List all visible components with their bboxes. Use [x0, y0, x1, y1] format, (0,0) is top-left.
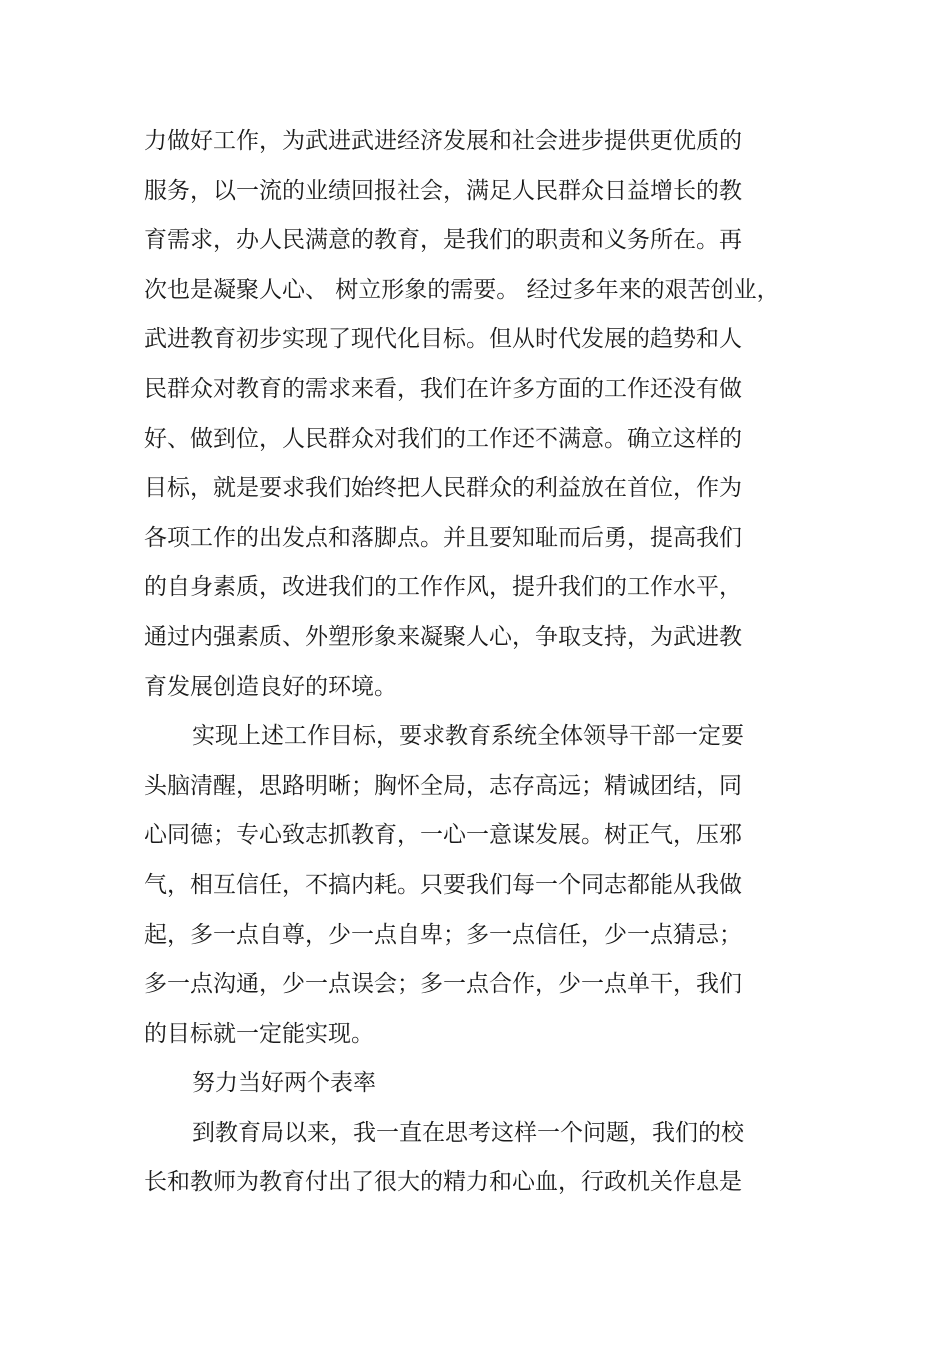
paragraph-line: 长和教师为教育付出了很大的精力和心血，行政机关作息是	[144, 1169, 742, 1196]
paragraph-line: 的自身素质，改进我们的工作作风，提升我们的工作水平，	[144, 574, 742, 601]
paragraph-line: 气，相互信任，不搞内耗。只要我们每一个同志都能从我做	[144, 871, 742, 898]
paragraph-line: 次也是凝聚人心、 树立形象的需要。 经过多年来的艰苦创业，	[144, 276, 780, 303]
paragraph-line: 心同德；专心致志抓教育，一心一意谋发展。树正气，压邪	[144, 822, 742, 849]
paragraph-line: 育发展创造良好的环境。	[144, 673, 397, 700]
paragraph-line: 民群众对教育的需求来看，我们在许多方面的工作还没有做	[144, 375, 742, 402]
paragraph-line: 目标，就是要求我们始终把人民群众的利益放在首位，作为	[144, 475, 742, 502]
paragraph-line: 服务，以一流的业绩回报社会，满足人民群众日益增长的教	[144, 177, 742, 204]
paragraph-line: 各项工作的出发点和落脚点。并且要知耻而后勇，提高我们	[144, 524, 742, 551]
section-heading: 努力当好两个表率	[192, 1070, 376, 1097]
paragraph-line: 头脑清醒，思路明晰；胸怀全局，志存高远；精诚团结，同	[144, 772, 742, 799]
paragraph-line: 多一点沟通，少一点误会；多一点合作，少一点单干，我们	[144, 971, 742, 998]
paragraph-line: 通过内强素质、外塑形象来凝聚人心，争取支持，为武进教	[144, 623, 742, 650]
paragraph-line: 好、做到位，人民群众对我们的工作还不满意。确立这样的	[144, 425, 742, 452]
paragraph-line: 育需求，办人民满意的教育，是我们的职责和义务所在。再	[144, 227, 742, 254]
paragraph-line: 力做好工作，为武进武进经济发展和社会进步提供更优质的	[144, 128, 742, 154]
paragraph-line: 武进教育初步实现了现代化目标。但从时代发展的趋势和人	[144, 326, 742, 353]
paragraph-line: 到教育局以来，我一直在思考这样一个问题，我们的校	[192, 1119, 744, 1146]
paragraph-line: 起，多一点自尊，少一点自卑；多一点信任，少一点猜忌；	[144, 921, 742, 948]
paragraph-line: 的目标就一定能实现。	[144, 1020, 374, 1047]
document-body	[144, 117, 784, 1208]
paragraph-line: 实现上述工作目标，要求教育系统全体领导干部一定要	[192, 723, 744, 750]
